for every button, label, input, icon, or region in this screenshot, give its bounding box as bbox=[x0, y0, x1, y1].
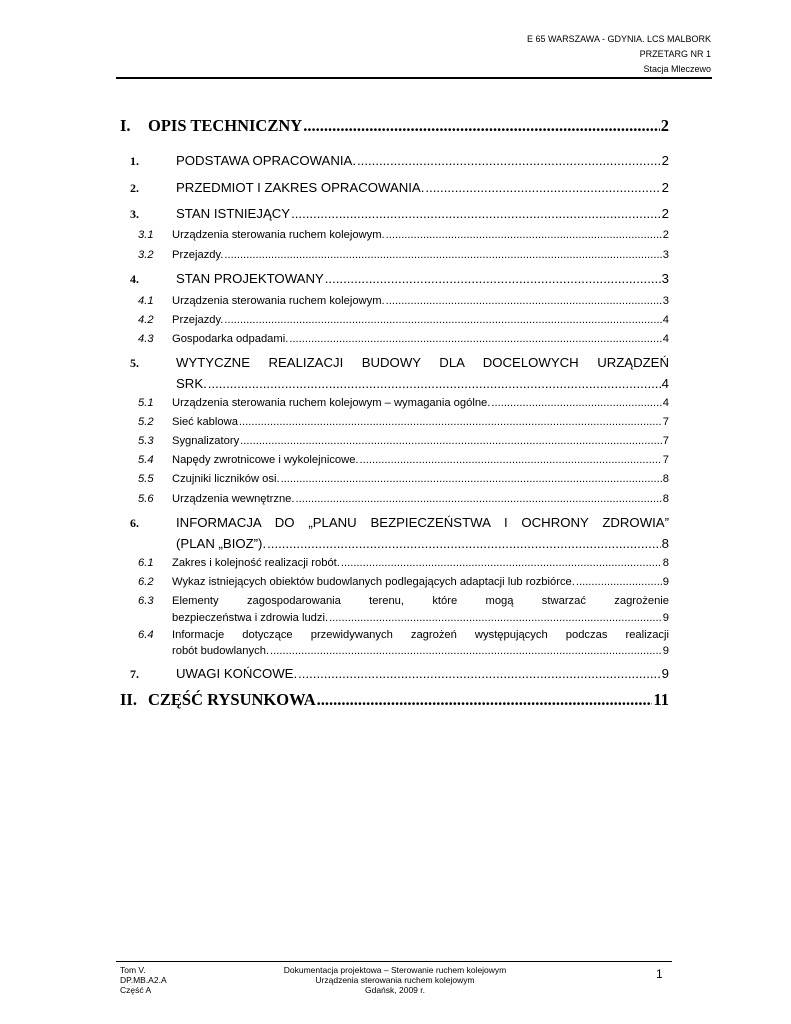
dot-leader bbox=[329, 612, 662, 624]
toc-entry-4-3[interactable] bbox=[120, 333, 669, 345]
dot-leader bbox=[289, 333, 661, 345]
toc-number: 5.1 bbox=[138, 397, 154, 409]
toc-page: 9 bbox=[662, 645, 669, 657]
toc-title: STAN PROJEKTOWANY bbox=[176, 271, 324, 286]
dot-leader bbox=[425, 180, 660, 195]
toc-entry-part-1[interactable] bbox=[120, 116, 669, 136]
toc-number: 5.6 bbox=[138, 493, 154, 505]
dot-leader bbox=[208, 376, 661, 391]
toc-entry-3-1[interactable] bbox=[120, 229, 669, 241]
dot-leader bbox=[325, 271, 661, 286]
toc-entry-5-line-2 bbox=[120, 376, 669, 391]
toc-title: Elementy zagospodarowania terenu, które mogą stwarzać zagrożenie bbox=[172, 595, 669, 607]
toc-entry-4[interactable] bbox=[120, 271, 669, 287]
toc-title: Wykaz istniejących obiektów budowlanych podlegających adaptacji lub rozbiórce. bbox=[172, 576, 575, 588]
toc-title: WYTYCZNE REALIZACJI BUDOWY DLA DOCELOWYCH URZĄDZEŃ bbox=[176, 355, 669, 370]
toc-page: 7 bbox=[662, 454, 669, 466]
toc-number: 5. bbox=[130, 356, 139, 370]
toc-page: 2 bbox=[661, 180, 669, 195]
toc-number: 6.3 bbox=[138, 595, 154, 607]
toc-page: 11 bbox=[653, 690, 669, 709]
toc-number: 5.4 bbox=[138, 454, 154, 466]
toc-entry-6-line-2 bbox=[120, 536, 669, 551]
toc-entry-6-4-line-1 bbox=[120, 629, 669, 641]
toc-title: Urządzenia wewnętrzne. bbox=[172, 493, 295, 505]
dot-leader bbox=[291, 206, 661, 221]
header-rule bbox=[116, 77, 712, 79]
toc-page: 2 bbox=[662, 229, 669, 241]
toc-page: 2 bbox=[660, 116, 669, 135]
toc-number: 4.3 bbox=[138, 333, 154, 345]
toc-title: Urządzenia sterowania ruchem kolejowym. bbox=[172, 295, 385, 307]
toc-entry-1[interactable] bbox=[120, 153, 669, 169]
toc-page: 8 bbox=[662, 493, 669, 505]
toc-number: 6. bbox=[130, 516, 139, 530]
toc-page: 9 bbox=[661, 666, 669, 681]
toc-number: 2. bbox=[130, 181, 139, 195]
toc-title: CZĘŚĆ RYSUNKOWA bbox=[148, 690, 316, 709]
toc-number: 7. bbox=[130, 667, 139, 681]
toc-title: Zakres i kolejność realizacji robót. bbox=[172, 557, 340, 569]
toc-number: 3.2 bbox=[138, 249, 154, 261]
toc-title-cont: bezpieczeństwa i zdrowia ludzi. bbox=[172, 612, 329, 624]
toc-entry-5-1[interactable] bbox=[120, 397, 669, 409]
dot-leader bbox=[298, 666, 661, 681]
toc-title: Sieć kablowa bbox=[172, 416, 238, 428]
dot-leader bbox=[281, 473, 662, 485]
footer-volume: Tom V. bbox=[120, 965, 146, 975]
page-header bbox=[527, 32, 711, 77]
dot-leader bbox=[224, 249, 661, 261]
toc-page: 7 bbox=[662, 416, 669, 428]
toc-number: 3. bbox=[130, 207, 139, 221]
dot-leader bbox=[386, 295, 662, 307]
toc-number: I. bbox=[120, 116, 131, 135]
footer-rule bbox=[116, 961, 672, 962]
dot-leader bbox=[267, 536, 661, 551]
toc-title: INFORMACJA DO „PLANU BEZPIECZEŃSTWA I OCHRONY ZDROWIA” bbox=[176, 515, 669, 530]
toc-page: 3 bbox=[661, 271, 669, 286]
dot-leader bbox=[296, 493, 662, 505]
toc-title: Gospodarka odpadami. bbox=[172, 333, 289, 345]
toc-entry-5-6[interactable] bbox=[120, 493, 669, 505]
toc-entry-5-3[interactable] bbox=[120, 435, 669, 447]
dot-leader bbox=[341, 557, 662, 569]
toc-number: 5.2 bbox=[138, 416, 154, 428]
toc-title: OPIS TECHNICZNY bbox=[148, 116, 303, 135]
toc-title: Przejazdy. bbox=[172, 249, 224, 261]
toc-page: 8 bbox=[662, 557, 669, 569]
toc-entry-4-1[interactable] bbox=[120, 295, 669, 307]
dot-leader bbox=[240, 435, 662, 447]
dot-leader bbox=[317, 690, 653, 710]
toc-title: PRZEDMIOT I ZAKRES OPRACOWANIA. bbox=[176, 180, 425, 195]
toc-page: 2 bbox=[661, 153, 669, 168]
toc-entry-6-4-line-2 bbox=[120, 645, 669, 657]
toc-number: 5.5 bbox=[138, 473, 154, 485]
toc-title: Przejazdy. bbox=[172, 314, 224, 326]
toc-number: 4.1 bbox=[138, 295, 154, 307]
dot-leader bbox=[576, 576, 662, 588]
dot-leader bbox=[360, 454, 662, 466]
header-tender: PRZETARG NR 1 bbox=[639, 49, 711, 59]
toc-page: 9 bbox=[662, 612, 669, 624]
header-project: E 65 WARSZAWA - GDYNIA. LCS MALBORK bbox=[526, 34, 711, 44]
toc-entry-5-2[interactable] bbox=[120, 416, 669, 428]
footer-document-info bbox=[220, 965, 570, 995]
dot-leader bbox=[239, 416, 662, 428]
toc-title: PODSTAWA OPRACOWANIA. bbox=[176, 153, 356, 168]
page-number: 1 bbox=[656, 967, 663, 981]
toc-page: 9 bbox=[662, 576, 669, 588]
toc-page: 3 bbox=[662, 295, 669, 307]
toc-entry-6-1[interactable] bbox=[120, 557, 669, 569]
toc-title: Informacje dotyczące przewidywanych zagrożeń występujących podczas realizacji bbox=[172, 629, 669, 641]
toc-number: 6.2 bbox=[138, 576, 154, 588]
toc-title-cont: robót budowlanych. bbox=[172, 645, 270, 657]
footer-doc-title: Dokumentacja projektowa – Sterowanie ruchem kolejowym bbox=[283, 965, 507, 975]
toc-entry-part-2[interactable] bbox=[120, 690, 669, 710]
toc-page: 8 bbox=[662, 473, 669, 485]
toc-title: Sygnalizatory bbox=[172, 435, 240, 447]
toc-page: 7 bbox=[662, 435, 669, 447]
dot-leader bbox=[357, 153, 661, 168]
toc-page: 4 bbox=[662, 397, 669, 409]
toc-entry-3[interactable] bbox=[120, 206, 669, 222]
toc-page: 3 bbox=[662, 249, 669, 261]
toc-page: 8 bbox=[661, 536, 669, 551]
toc-number: 1. bbox=[130, 154, 139, 168]
toc-page: 4 bbox=[662, 314, 669, 326]
toc-number: II. bbox=[120, 690, 137, 709]
toc-entry-5-5[interactable] bbox=[120, 473, 669, 485]
dot-leader bbox=[386, 229, 662, 241]
toc-entry-6-line-1 bbox=[120, 515, 669, 531]
toc-page: 4 bbox=[661, 376, 669, 391]
toc-entry-5-line-1 bbox=[120, 355, 669, 371]
toc-number: 6.4 bbox=[138, 629, 154, 641]
dot-leader bbox=[270, 645, 662, 657]
footer-doc-subtitle: Urządzenia sterowania ruchem kolejowym bbox=[315, 975, 475, 985]
toc-title: STAN ISTNIEJĄCY bbox=[176, 206, 291, 221]
footer-code: DP.MB.A2.A bbox=[120, 975, 167, 985]
dot-leader bbox=[491, 397, 661, 409]
toc-entry-7[interactable] bbox=[120, 666, 669, 682]
dot-leader bbox=[303, 116, 660, 136]
toc-entry-6-2[interactable] bbox=[120, 576, 669, 588]
toc-entry-6-3-line-1 bbox=[120, 595, 669, 607]
toc-entry-2[interactable] bbox=[120, 180, 669, 196]
toc-page: 2 bbox=[661, 206, 669, 221]
toc-number: 5.3 bbox=[138, 435, 154, 447]
toc-page: 4 bbox=[662, 333, 669, 345]
header-station: Stacja Mleczewo bbox=[643, 64, 711, 74]
toc-entry-5-4[interactable] bbox=[120, 454, 669, 466]
toc-title: UWAGI KOŃCOWE. bbox=[176, 666, 298, 681]
toc-entry-3-2[interactable] bbox=[120, 249, 669, 261]
toc-title-cont: SRK. bbox=[176, 376, 207, 391]
toc-title: Czujniki liczników osi. bbox=[172, 473, 280, 485]
toc-title: Napędy zwrotnicowe i wykolejnicowe. bbox=[172, 454, 359, 466]
toc-entry-6-3-line-2 bbox=[120, 612, 669, 624]
toc-number: 4.2 bbox=[138, 314, 154, 326]
dot-leader bbox=[224, 314, 661, 326]
footer-part: Część A bbox=[120, 985, 152, 995]
toc-entry-4-2[interactable] bbox=[120, 314, 669, 326]
toc-number: 4. bbox=[130, 272, 139, 286]
toc-title: Urządzenia sterowania ruchem kolejowym – wymagania ogólne. bbox=[172, 397, 491, 409]
toc-number: 6.1 bbox=[138, 557, 154, 569]
toc-title-cont: (PLAN „BIOZ”). bbox=[176, 536, 267, 551]
toc-title: Urządzenia sterowania ruchem kolejowym. bbox=[172, 229, 385, 241]
footer-place-date: Gdańsk, 2009 r. bbox=[364, 985, 425, 995]
footer-volume-info bbox=[120, 965, 167, 995]
toc-number: 3.1 bbox=[138, 229, 154, 241]
